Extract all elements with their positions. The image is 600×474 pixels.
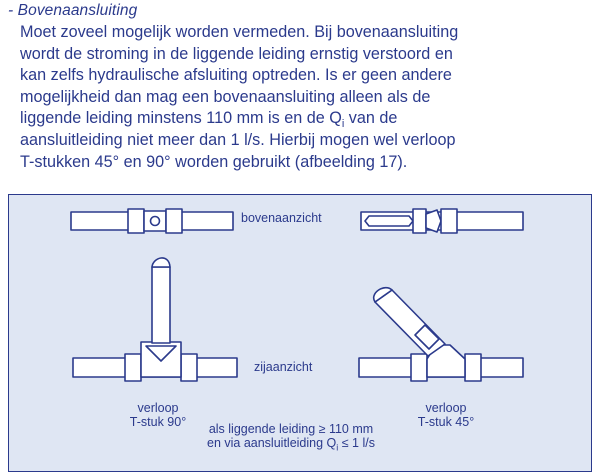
paragraph-line-text: van de — [344, 109, 398, 128]
paragraph-line: T-stukken 45° en 90° worden gebruikt (afbeelding 17). — [20, 152, 408, 171]
top-view-90-tee — [71, 209, 233, 233]
subscript-i: i — [336, 442, 339, 453]
note-text: en via aansluitleiding Q — [207, 436, 337, 450]
side-view-label: zijaanzicht — [254, 360, 313, 374]
subscript-i: i — [341, 118, 345, 131]
figure-17 — [8, 194, 592, 472]
right-caption — [401, 401, 491, 429]
top-view-45-tee — [361, 209, 523, 233]
condition-note — [191, 422, 391, 453]
section-heading: - Bovenaansluiting — [8, 2, 138, 19]
right-caption-line1: verloop — [425, 401, 467, 415]
right-caption-line2: T-stuk 45° — [417, 415, 475, 429]
paragraph-line: kan zelfs hydraulische afsluiting optreden. Is er geen andere — [20, 66, 452, 85]
paragraph-line-text: liggende leiding minstens 110 mm is en de Q — [20, 109, 342, 128]
top-view-label: bovenaanzicht — [241, 211, 322, 225]
section-paragraph — [20, 22, 595, 173]
left-caption-line2: T-stuk 90° — [129, 415, 187, 429]
left-caption-line1: verloop — [137, 401, 179, 415]
paragraph-line: wordt de stroming in de liggende leiding ernstig verstoord en — [20, 44, 453, 63]
condition-note-line2 — [191, 436, 391, 453]
side-view-90-tee — [73, 258, 237, 381]
paragraph-line: aansluitleiding niet meer dan 1 l/s. Hierbij mogen wel verloop — [20, 130, 456, 149]
note-text: ≤ 1 l/s — [338, 436, 375, 450]
left-caption — [113, 401, 203, 429]
paragraph-line: Moet zoveel mogelijk worden vermeden. Bij bovenaansluiting — [20, 23, 459, 41]
condition-note-line1: als liggende leiding ≥ 110 mm — [208, 422, 374, 436]
paragraph-line — [20, 108, 595, 130]
side-view-45-tee — [359, 288, 523, 381]
paragraph-line: mogelijkheid dan mag een bovenaansluiting alleen als de — [20, 87, 431, 106]
